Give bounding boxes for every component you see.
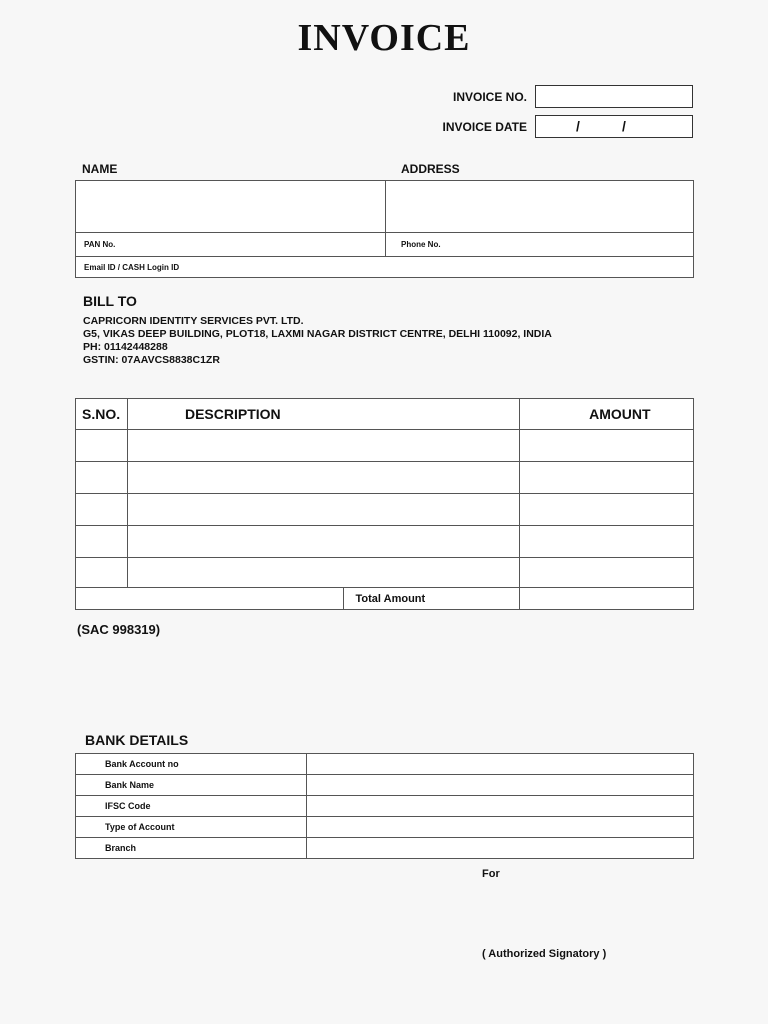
bank-details-table (75, 753, 694, 859)
table-row (76, 796, 694, 817)
bill-to-company: CAPRICORN IDENTITY SERVICES PVT. LTD. (83, 315, 304, 327)
table-row (76, 494, 694, 526)
branch-label: Branch (76, 838, 307, 859)
ifsc-code-label: IFSC Code (76, 796, 307, 817)
pan-label: PAN No. (84, 240, 116, 249)
page-title: INVOICE (297, 17, 471, 59)
bill-to-phone: PH: 01142448288 (83, 341, 168, 353)
amount-cell[interactable] (520, 494, 694, 526)
for-label: For (482, 868, 500, 880)
email-label: Email ID / CASH Login ID (84, 263, 180, 272)
amount-cell[interactable] (520, 462, 694, 494)
table-row (76, 462, 694, 494)
account-type-label: Type of Account (76, 817, 307, 838)
name-label: NAME (82, 162, 118, 176)
items-table (75, 398, 694, 590)
bank-name-label: Bank Name (76, 775, 307, 796)
invoice-no-label: INVOICE NO. (452, 90, 527, 104)
amount-cell[interactable] (520, 430, 694, 462)
sac-code: (SAC 998319) (77, 622, 161, 637)
table-row (76, 558, 694, 590)
table-row (76, 775, 694, 796)
amount-header: AMOUNT (520, 399, 694, 430)
account-type-field[interactable] (307, 817, 694, 838)
amount-cell[interactable] (520, 558, 694, 590)
table-row (76, 526, 694, 558)
amount-cell[interactable] (520, 526, 694, 558)
sno-cell[interactable] (76, 526, 128, 558)
table-row (76, 817, 694, 838)
sno-cell[interactable] (76, 494, 128, 526)
description-cell[interactable] (127, 462, 519, 494)
sno-cell[interactable] (76, 558, 128, 590)
phone-label: Phone No. (401, 240, 441, 249)
invoice-date-field[interactable] (535, 115, 693, 138)
table-row (76, 754, 694, 775)
date-separator: / (576, 118, 580, 134)
sno-header: S.NO. (76, 399, 128, 430)
authorized-signatory-label: ( Authorized Signatory ) (482, 948, 607, 960)
bill-to-address: G5, VIKAS DEEP BUILDING, PLOT18, LAXMI NAGAR DISTRICT CENTRE, DELHI 110092, INDIA (83, 328, 552, 340)
bank-details-heading: BANK DETAILS (85, 732, 189, 748)
total-amount-cell[interactable] (520, 588, 694, 610)
branch-field[interactable] (307, 838, 694, 859)
bank-name-field[interactable] (307, 775, 694, 796)
ifsc-code-field[interactable] (307, 796, 694, 817)
total-table (75, 587, 694, 610)
description-cell[interactable] (127, 430, 519, 462)
date-separator: / (622, 118, 626, 134)
description-cell[interactable] (127, 526, 519, 558)
address-label: ADDRESS (401, 162, 460, 176)
bank-account-label: Bank Account no (76, 754, 307, 775)
invoice-no-field[interactable] (535, 85, 693, 108)
sno-cell[interactable] (76, 430, 128, 462)
sno-cell[interactable] (76, 462, 128, 494)
table-row (76, 430, 694, 462)
description-cell[interactable] (127, 558, 519, 590)
bill-to-heading: BILL TO (83, 293, 137, 309)
bill-to-gstin: GSTIN: 07AAVCS8838C1ZR (83, 354, 220, 366)
description-cell[interactable] (127, 494, 519, 526)
table-row (76, 838, 694, 859)
total-amount-label: Total Amount (343, 588, 520, 610)
bank-account-field[interactable] (307, 754, 694, 775)
name-field[interactable] (76, 181, 385, 232)
description-header: DESCRIPTION (127, 399, 519, 430)
address-field[interactable] (386, 181, 694, 232)
invoice-date-label: INVOICE DATE (442, 120, 527, 134)
customer-details-box (75, 180, 694, 278)
